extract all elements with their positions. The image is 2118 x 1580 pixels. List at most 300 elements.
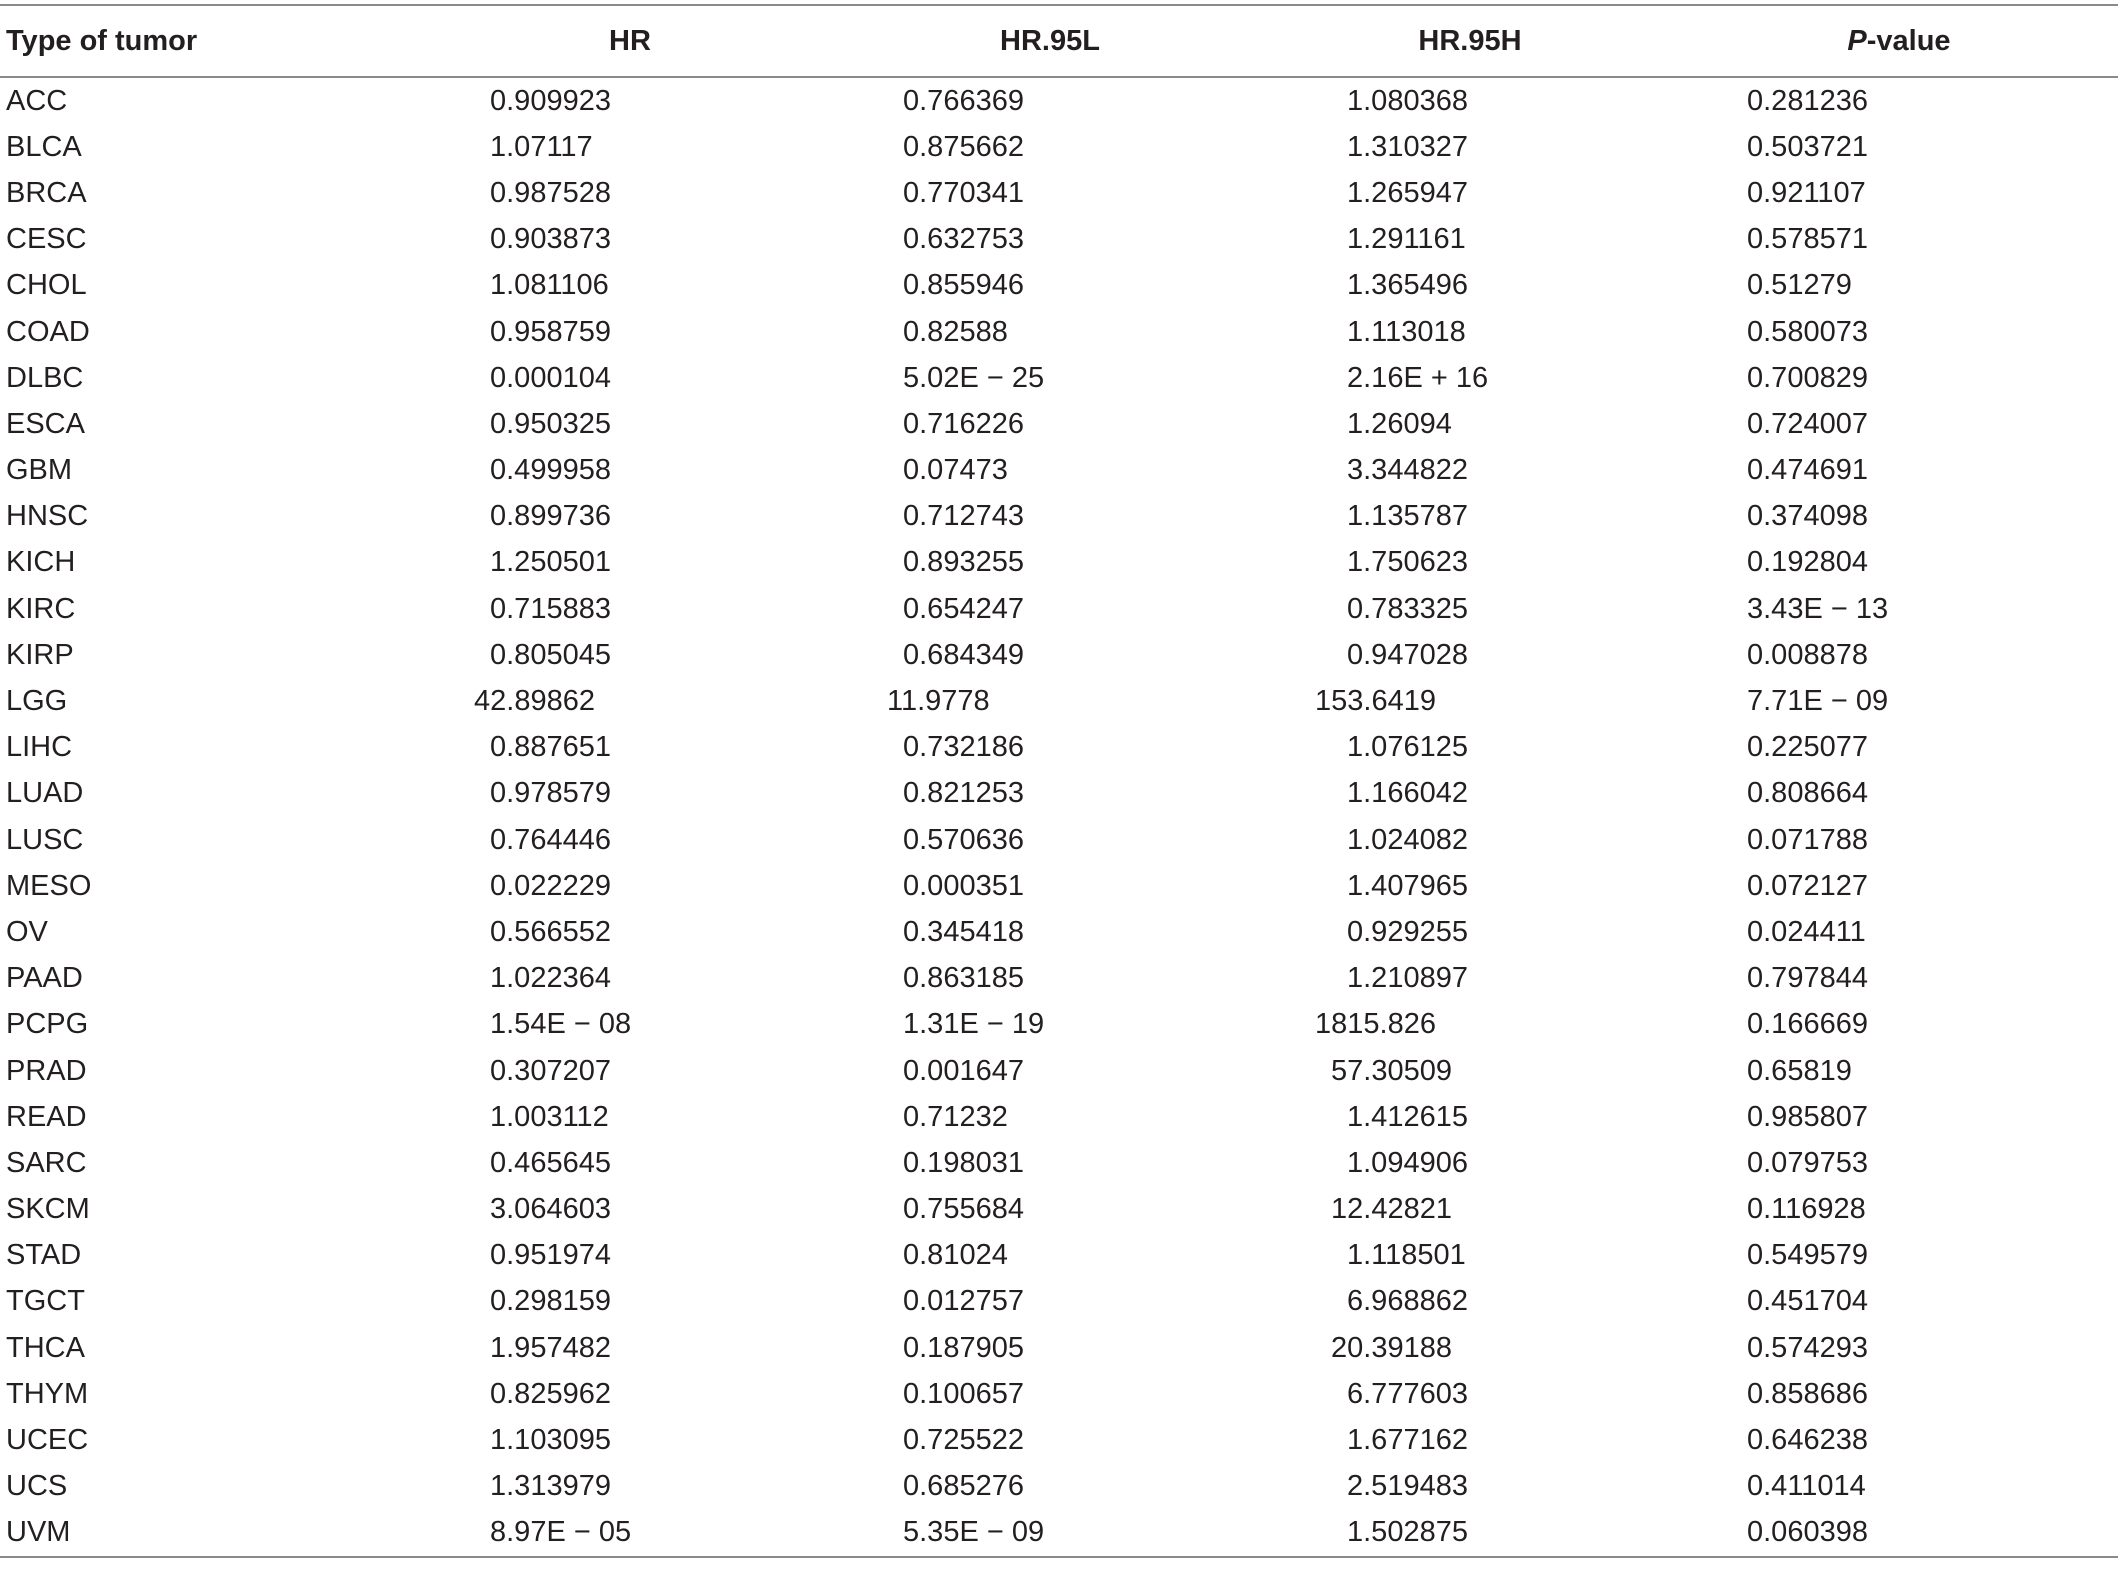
cell-tumor-type: PCPG bbox=[6, 1008, 89, 1041]
cell-hr bbox=[420, 401, 840, 447]
cell-tumor-type: KICH bbox=[6, 546, 76, 579]
cell-hr95h-value: 0.783325 bbox=[1347, 592, 1468, 625]
table-row bbox=[0, 1187, 2118, 1233]
cell-hr95l bbox=[840, 956, 1260, 1002]
cell-hr95l-value: 0.187905 bbox=[903, 1331, 1024, 1364]
cell-hr95h-value: 6.968862 bbox=[1347, 1285, 1468, 1318]
cell-tumor-type: BRCA bbox=[6, 176, 87, 209]
table-body bbox=[0, 77, 2118, 1557]
cell-hr bbox=[420, 448, 840, 494]
header-row bbox=[0, 5, 2118, 77]
table-row bbox=[0, 1002, 2118, 1048]
cell-hr95l bbox=[840, 494, 1260, 540]
cell-p-value bbox=[1680, 263, 2118, 309]
cell-p-value bbox=[1680, 1371, 2118, 1417]
cell-hr95h bbox=[1260, 1279, 1680, 1325]
table-row bbox=[0, 632, 2118, 678]
cell-hr bbox=[420, 1233, 840, 1279]
cell-hr95h bbox=[1260, 124, 1680, 170]
table-row bbox=[0, 170, 2118, 216]
cell-hr95h-value: 1.094906 bbox=[1347, 1146, 1468, 1179]
table-row bbox=[0, 217, 2118, 263]
table-row bbox=[0, 124, 2118, 170]
cell-hr bbox=[420, 1510, 840, 1557]
cell-hr bbox=[420, 1140, 840, 1186]
cell-p-value bbox=[1680, 448, 2118, 494]
cell-hr95h bbox=[1260, 909, 1680, 955]
cell-p-value bbox=[1680, 863, 2118, 909]
cell-hr95h bbox=[1260, 263, 1680, 309]
cell-p-value bbox=[1680, 1325, 2118, 1371]
cell-hr95l-value: 0.863185 bbox=[903, 962, 1024, 995]
cell-hr95h-value: 1.677162 bbox=[1347, 1424, 1468, 1457]
cell-hr bbox=[420, 494, 840, 540]
cell-tumor-type: LIHC bbox=[6, 731, 73, 764]
cell-tumor-type: GBM bbox=[6, 454, 73, 487]
cell-hr95h-value: 2.519483 bbox=[1347, 1470, 1468, 1503]
table-row bbox=[0, 1371, 2118, 1417]
cell-hr95h bbox=[1260, 1002, 1680, 1048]
table-row bbox=[0, 1233, 2118, 1279]
cell-hr95h bbox=[1260, 1464, 1680, 1510]
cell-hr95l bbox=[840, 1048, 1260, 1094]
cell-hr bbox=[420, 124, 840, 170]
cell-p-value-value: 0.071788 bbox=[1747, 823, 1868, 856]
cell-p-value bbox=[1680, 540, 2118, 586]
cell-hr bbox=[420, 1464, 840, 1510]
cell-p-value bbox=[1680, 1002, 2118, 1048]
hazard-ratio-table bbox=[0, 4, 2118, 1558]
cell-hr95h bbox=[1260, 1094, 1680, 1140]
cell-hr95h-value: 20.39188 bbox=[1331, 1331, 1452, 1364]
table-row bbox=[0, 448, 2118, 494]
cell-p-value bbox=[1680, 77, 2118, 124]
table-row bbox=[0, 355, 2118, 401]
cell-p-value bbox=[1680, 725, 2118, 771]
cell-tumor-type: UCEC bbox=[6, 1424, 89, 1457]
cell-hr95h bbox=[1260, 817, 1680, 863]
cell-hr95l-value: 0.81024 bbox=[903, 1239, 1008, 1272]
cell-p-value-value: 0.65819 bbox=[1747, 1054, 1852, 1087]
cell-hr bbox=[420, 263, 840, 309]
header-p-suffix: -value bbox=[1866, 24, 1951, 57]
cell-p-value bbox=[1680, 1233, 2118, 1279]
cell-hr95l bbox=[840, 817, 1260, 863]
cell-hr bbox=[420, 1187, 840, 1233]
cell-hr-value: 1.07117 bbox=[490, 130, 593, 163]
cell-hr95h bbox=[1260, 77, 1680, 124]
cell-hr95h bbox=[1260, 217, 1680, 263]
cell-tumor-type: TGCT bbox=[6, 1285, 85, 1318]
cell-hr bbox=[420, 956, 840, 1002]
cell-hr bbox=[420, 1094, 840, 1140]
cell-tumor-type: COAD bbox=[6, 315, 90, 348]
cell-tumor-type: ESCA bbox=[6, 407, 85, 440]
cell-p-value bbox=[1680, 1510, 2118, 1557]
cell-hr bbox=[420, 909, 840, 955]
cell-hr95h-value: 57.30509 bbox=[1331, 1054, 1452, 1087]
cell-hr95h-value: 1.024082 bbox=[1347, 823, 1468, 856]
cell-hr bbox=[420, 771, 840, 817]
cell-hr95l bbox=[840, 1002, 1260, 1048]
cell-p-value-value: 0.503721 bbox=[1747, 130, 1868, 163]
cell-p-value bbox=[1680, 1094, 2118, 1140]
cell-hr95h bbox=[1260, 1187, 1680, 1233]
table-row bbox=[0, 678, 2118, 724]
cell-p-value bbox=[1680, 1279, 2118, 1325]
cell-hr95h-value: 1.750623 bbox=[1347, 546, 1468, 579]
cell-hr bbox=[420, 217, 840, 263]
cell-hr95l bbox=[840, 1094, 1260, 1140]
cell-p-value-value: 3.43E − 13 bbox=[1747, 592, 1889, 625]
cell-hr-value: 0.903873 bbox=[490, 223, 611, 256]
cell-hr-value: 3.064603 bbox=[490, 1193, 611, 1226]
header-hr95l: HR.95L bbox=[1000, 24, 1100, 57]
cell-p-value bbox=[1680, 124, 2118, 170]
cell-hr bbox=[420, 1279, 840, 1325]
cell-p-value bbox=[1680, 771, 2118, 817]
cell-hr95h-value: 1.166042 bbox=[1347, 777, 1468, 810]
cell-hr95h bbox=[1260, 494, 1680, 540]
cell-hr95l bbox=[840, 1233, 1260, 1279]
cell-p-value bbox=[1680, 586, 2118, 632]
cell-p-value-value: 0.985807 bbox=[1747, 1100, 1868, 1133]
cell-tumor-type: THYM bbox=[6, 1377, 89, 1410]
cell-hr95l-value: 0.570636 bbox=[903, 823, 1024, 856]
cell-hr95h-value: 1.135787 bbox=[1347, 500, 1468, 533]
cell-hr95l-value: 0.732186 bbox=[903, 731, 1024, 764]
cell-p-value-value: 0.700829 bbox=[1747, 361, 1868, 394]
cell-hr95l bbox=[840, 124, 1260, 170]
cell-tumor-type: PAAD bbox=[6, 962, 83, 995]
cell-hr95h bbox=[1260, 586, 1680, 632]
cell-p-value-value: 0.724007 bbox=[1747, 407, 1868, 440]
cell-hr-value: 0.825962 bbox=[490, 1377, 611, 1410]
cell-hr95l-value: 0.632753 bbox=[903, 223, 1024, 256]
cell-hr95h-value: 1.118501 bbox=[1347, 1239, 1466, 1272]
cell-hr95h bbox=[1260, 956, 1680, 1002]
cell-hr95h bbox=[1260, 1371, 1680, 1417]
cell-p-value-value: 0.578571 bbox=[1747, 223, 1868, 256]
cell-hr95h bbox=[1260, 771, 1680, 817]
header-p-italic: P bbox=[1847, 24, 1867, 57]
cell-hr95l bbox=[840, 1510, 1260, 1557]
cell-hr95l bbox=[840, 1464, 1260, 1510]
cell-hr95h-value: 1.291161 bbox=[1347, 223, 1466, 256]
cell-hr95l bbox=[840, 401, 1260, 447]
cell-hr95l-value: 0.855946 bbox=[903, 269, 1024, 302]
cell-hr-value: 0.950325 bbox=[490, 407, 611, 440]
table-row bbox=[0, 309, 2118, 355]
cell-hr bbox=[420, 725, 840, 771]
cell-tumor-type: CESC bbox=[6, 223, 87, 256]
cell-hr95l-value: 0.893255 bbox=[903, 546, 1024, 579]
table-row bbox=[0, 586, 2118, 632]
cell-hr95h bbox=[1260, 863, 1680, 909]
cell-tumor-type: KIRC bbox=[6, 592, 76, 625]
cell-hr95l-value: 5.35E − 09 bbox=[903, 1516, 1045, 1549]
header-hr: HR bbox=[609, 24, 651, 57]
cell-hr95l bbox=[840, 448, 1260, 494]
cell-hr95l bbox=[840, 1325, 1260, 1371]
cell-p-value-value: 7.71E − 09 bbox=[1747, 685, 1889, 718]
cell-hr bbox=[420, 1325, 840, 1371]
table-row bbox=[0, 1048, 2118, 1094]
cell-hr-value: 1.957482 bbox=[490, 1331, 611, 1364]
cell-hr-value: 0.715883 bbox=[490, 592, 611, 625]
cell-hr95h bbox=[1260, 170, 1680, 216]
table-row bbox=[0, 540, 2118, 586]
cell-p-value-value: 0.51279 bbox=[1747, 269, 1852, 302]
cell-hr-value: 0.958759 bbox=[490, 315, 611, 348]
header-p-value bbox=[1680, 5, 2118, 77]
cell-tumor-type: STAD bbox=[6, 1239, 82, 1272]
cell-hr95h-value: 1.113018 bbox=[1347, 315, 1466, 348]
cell-p-value-value: 0.079753 bbox=[1747, 1146, 1868, 1179]
cell-hr95l-value: 0.725522 bbox=[903, 1424, 1024, 1457]
table-row bbox=[0, 263, 2118, 309]
cell-hr95l bbox=[840, 77, 1260, 124]
cell-tumor-type: HNSC bbox=[6, 500, 89, 533]
cell-hr95l-value: 0.198031 bbox=[903, 1146, 1024, 1179]
table-row bbox=[0, 771, 2118, 817]
cell-tumor-type: BLCA bbox=[6, 130, 82, 163]
cell-hr95l-value: 0.654247 bbox=[903, 592, 1024, 625]
cell-hr95l bbox=[840, 863, 1260, 909]
cell-p-value bbox=[1680, 632, 2118, 678]
cell-tumor-type: THCA bbox=[6, 1331, 85, 1364]
cell-hr-value: 1.081106 bbox=[490, 269, 609, 302]
cell-hr bbox=[420, 678, 840, 724]
cell-hr95l bbox=[840, 771, 1260, 817]
cell-p-value bbox=[1680, 309, 2118, 355]
cell-p-value-value: 0.072127 bbox=[1747, 869, 1868, 902]
cell-hr bbox=[420, 540, 840, 586]
cell-p-value-value: 0.166669 bbox=[1747, 1008, 1868, 1041]
cell-hr95l bbox=[840, 586, 1260, 632]
cell-hr95h-value: 12.42821 bbox=[1331, 1193, 1452, 1226]
cell-hr-value: 0.499958 bbox=[490, 454, 611, 487]
cell-hr95h-value: 6.777603 bbox=[1347, 1377, 1468, 1410]
cell-hr95l bbox=[840, 909, 1260, 955]
cell-hr95l bbox=[840, 1371, 1260, 1417]
cell-p-value bbox=[1680, 401, 2118, 447]
cell-hr95l-value: 0.012757 bbox=[903, 1285, 1024, 1318]
cell-hr-value: 0.899736 bbox=[490, 500, 611, 533]
cell-hr95l-value: 0.100657 bbox=[903, 1377, 1024, 1410]
cell-p-value bbox=[1680, 355, 2118, 401]
cell-tumor-type: CHOL bbox=[6, 269, 87, 302]
cell-hr95l-value: 0.07473 bbox=[903, 454, 1008, 487]
cell-p-value bbox=[1680, 494, 2118, 540]
cell-hr-value: 1.54E − 08 bbox=[490, 1008, 632, 1041]
cell-hr95l bbox=[840, 217, 1260, 263]
cell-hr95l-value: 0.755684 bbox=[903, 1193, 1024, 1226]
cell-hr95h-value: 1.080368 bbox=[1347, 84, 1468, 117]
cell-hr95h bbox=[1260, 448, 1680, 494]
table-row bbox=[0, 1510, 2118, 1557]
cell-hr-value: 0.909923 bbox=[490, 84, 611, 117]
cell-p-value bbox=[1680, 1187, 2118, 1233]
cell-hr95h-value: 1.26094 bbox=[1347, 407, 1452, 440]
cell-tumor-type: LGG bbox=[6, 685, 68, 718]
cell-hr-value: 42.89862 bbox=[474, 685, 595, 718]
cell-hr95l bbox=[840, 1140, 1260, 1186]
cell-hr bbox=[420, 77, 840, 124]
table-row bbox=[0, 1417, 2118, 1463]
cell-hr95l-value: 1.31E − 19 bbox=[903, 1008, 1045, 1041]
cell-tumor-type: LUAD bbox=[6, 777, 84, 810]
cell-hr95h bbox=[1260, 1233, 1680, 1279]
cell-hr95l bbox=[840, 1187, 1260, 1233]
header-hr95h: HR.95H bbox=[1418, 24, 1522, 57]
cell-p-value bbox=[1680, 1140, 2118, 1186]
cell-hr95l-value: 5.02E − 25 bbox=[903, 361, 1045, 394]
cell-hr95h-value: 1.265947 bbox=[1347, 176, 1468, 209]
cell-hr-value: 1.313979 bbox=[490, 1470, 611, 1503]
cell-p-value bbox=[1680, 817, 2118, 863]
cell-hr95h bbox=[1260, 401, 1680, 447]
cell-hr bbox=[420, 355, 840, 401]
cell-tumor-type: READ bbox=[6, 1100, 87, 1133]
data-table-container bbox=[0, 4, 2118, 1558]
cell-hr95h-value: 0.947028 bbox=[1347, 638, 1468, 671]
cell-hr95h-value: 1.502875 bbox=[1347, 1516, 1468, 1549]
cell-p-value-value: 0.060398 bbox=[1747, 1516, 1868, 1549]
cell-hr-value: 1.103095 bbox=[490, 1424, 611, 1457]
cell-hr95l-value: 0.716226 bbox=[903, 407, 1024, 440]
cell-hr-value: 0.887651 bbox=[490, 731, 611, 764]
cell-hr95l-value: 0.712743 bbox=[903, 500, 1024, 533]
cell-hr95l-value: 0.000351 bbox=[903, 869, 1024, 902]
cell-hr95l-value: 0.766369 bbox=[903, 84, 1024, 117]
table-row bbox=[0, 1279, 2118, 1325]
cell-hr95l-value: 0.821253 bbox=[903, 777, 1024, 810]
table-row bbox=[0, 494, 2118, 540]
table-row bbox=[0, 401, 2118, 447]
cell-p-value bbox=[1680, 678, 2118, 724]
cell-hr95l bbox=[840, 170, 1260, 216]
cell-hr-value: 0.987528 bbox=[490, 176, 611, 209]
cell-hr bbox=[420, 170, 840, 216]
cell-hr bbox=[420, 1048, 840, 1094]
cell-p-value-value: 0.797844 bbox=[1747, 962, 1868, 995]
cell-tumor-type: DLBC bbox=[6, 361, 84, 394]
cell-p-value bbox=[1680, 170, 2118, 216]
cell-hr95l-value: 0.001647 bbox=[903, 1054, 1024, 1087]
cell-p-value-value: 0.574293 bbox=[1747, 1331, 1868, 1364]
cell-hr95l-value: 0.875662 bbox=[903, 130, 1024, 163]
cell-hr95l-value: 0.345418 bbox=[903, 915, 1024, 948]
table-row bbox=[0, 1325, 2118, 1371]
table-row bbox=[0, 956, 2118, 1002]
cell-hr-value: 1.250501 bbox=[490, 546, 611, 579]
cell-hr95h bbox=[1260, 1417, 1680, 1463]
cell-hr-value: 0.978579 bbox=[490, 777, 611, 810]
cell-hr-value: 1.003112 bbox=[490, 1100, 609, 1133]
cell-tumor-type: KIRP bbox=[6, 638, 74, 671]
cell-hr95h-value: 1.210897 bbox=[1347, 962, 1468, 995]
cell-hr-value: 0.566552 bbox=[490, 915, 611, 948]
cell-hr-value: 0.805045 bbox=[490, 638, 611, 671]
cell-tumor-type: MESO bbox=[6, 869, 92, 902]
cell-hr95h-value: 0.929255 bbox=[1347, 915, 1468, 948]
table-row bbox=[0, 1140, 2118, 1186]
cell-hr95h bbox=[1260, 632, 1680, 678]
cell-hr bbox=[420, 632, 840, 678]
cell-hr95h bbox=[1260, 1325, 1680, 1371]
cell-p-value bbox=[1680, 956, 2118, 1002]
cell-p-value-value: 0.858686 bbox=[1747, 1377, 1868, 1410]
cell-hr-value: 1.022364 bbox=[490, 962, 611, 995]
cell-hr95h bbox=[1260, 540, 1680, 586]
table-header bbox=[0, 5, 2118, 77]
cell-tumor-type: UCS bbox=[6, 1470, 68, 1503]
cell-hr95l bbox=[840, 1417, 1260, 1463]
cell-p-value-value: 0.374098 bbox=[1747, 500, 1868, 533]
cell-p-value-value: 0.225077 bbox=[1747, 731, 1868, 764]
table-row bbox=[0, 725, 2118, 771]
cell-hr bbox=[420, 817, 840, 863]
table-row bbox=[0, 1094, 2118, 1140]
cell-p-value bbox=[1680, 1464, 2118, 1510]
cell-p-value-value: 0.411014 bbox=[1747, 1470, 1866, 1503]
cell-hr bbox=[420, 309, 840, 355]
cell-tumor-type: SKCM bbox=[6, 1193, 90, 1226]
table-row bbox=[0, 909, 2118, 955]
cell-hr95h bbox=[1260, 678, 1680, 724]
cell-hr-value: 0.465645 bbox=[490, 1146, 611, 1179]
cell-p-value-value: 0.921107 bbox=[1747, 176, 1866, 209]
cell-hr95l bbox=[840, 540, 1260, 586]
table-row bbox=[0, 863, 2118, 909]
cell-hr95h-value: 3.344822 bbox=[1347, 454, 1468, 487]
cell-hr95h-value: 153.6419 bbox=[1315, 685, 1436, 718]
cell-hr95h-value: 2.16E + 16 bbox=[1347, 361, 1489, 394]
cell-hr bbox=[420, 586, 840, 632]
cell-hr95l-value: 0.82588 bbox=[903, 315, 1008, 348]
cell-p-value-value: 0.024411 bbox=[1747, 915, 1866, 948]
cell-hr95l-value: 0.685276 bbox=[903, 1470, 1024, 1503]
cell-hr95l-value: 0.71232 bbox=[903, 1100, 1008, 1133]
table-row bbox=[0, 1464, 2118, 1510]
cell-p-value-value: 0.116928 bbox=[1747, 1193, 1866, 1226]
table-row bbox=[0, 77, 2118, 124]
cell-p-value-value: 0.474691 bbox=[1747, 454, 1868, 487]
cell-hr-value: 0.951974 bbox=[490, 1239, 611, 1272]
cell-p-value-value: 0.281236 bbox=[1747, 84, 1868, 117]
cell-tumor-type: LUSC bbox=[6, 823, 84, 856]
cell-hr95l-value: 0.684349 bbox=[903, 638, 1024, 671]
cell-p-value-value: 0.808664 bbox=[1747, 777, 1868, 810]
cell-hr-value: 0.000104 bbox=[490, 361, 611, 394]
cell-hr95l bbox=[840, 263, 1260, 309]
cell-p-value bbox=[1680, 217, 2118, 263]
cell-hr95h-value: 1.310327 bbox=[1347, 130, 1468, 163]
cell-tumor-type: ACC bbox=[6, 84, 68, 117]
cell-hr95l bbox=[840, 632, 1260, 678]
cell-hr95h-value: 1.412615 bbox=[1347, 1100, 1468, 1133]
cell-hr bbox=[420, 1371, 840, 1417]
cell-p-value-value: 0.549579 bbox=[1747, 1239, 1868, 1272]
cell-hr bbox=[420, 1417, 840, 1463]
cell-p-value bbox=[1680, 1417, 2118, 1463]
cell-hr95l-value: 0.770341 bbox=[903, 176, 1024, 209]
cell-hr-value: 0.298159 bbox=[490, 1285, 611, 1318]
cell-hr95h bbox=[1260, 725, 1680, 771]
header-type-of-tumor: Type of tumor bbox=[6, 24, 198, 57]
cell-hr95h bbox=[1260, 1510, 1680, 1557]
